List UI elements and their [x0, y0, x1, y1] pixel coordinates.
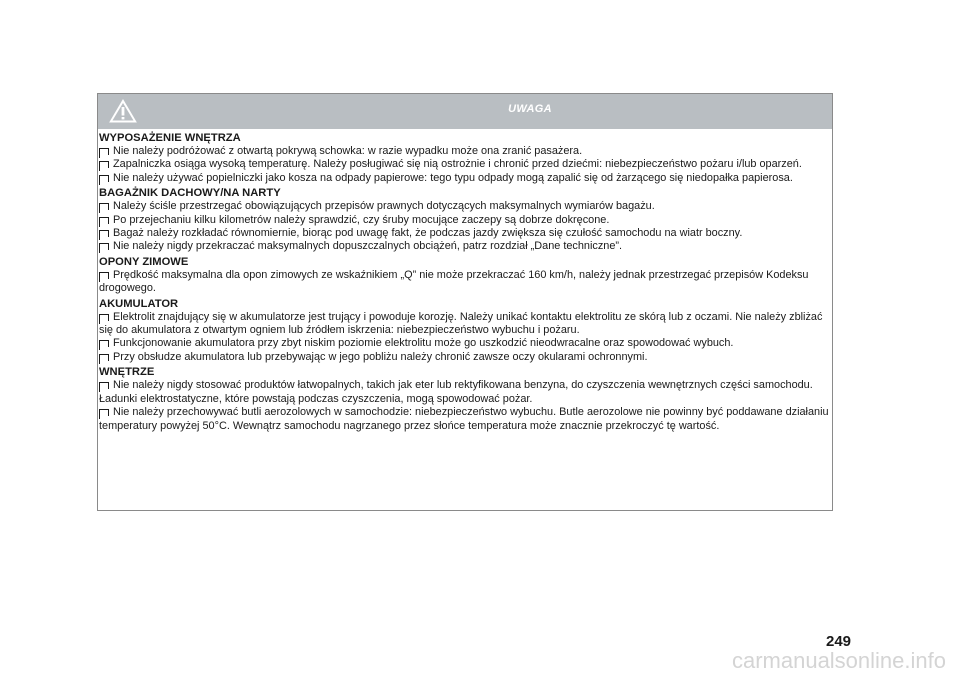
item-text: Nie należy podróżować z otwartą pokrywą schowka: w razie wypadku może ona zranić pasażera.	[113, 145, 583, 157]
item-text: Prędkość maksymalna dla opon zimowych ze wskaźnikiem „Q” nie może przekraczać 160 km/h, należy jednak przestrzegać przepisów Kodeksu drogowego.	[99, 268, 809, 295]
list-item	[99, 351, 831, 364]
list-item	[99, 214, 831, 227]
section-roof-rack	[99, 186, 831, 254]
warning-box	[97, 93, 833, 511]
bullet-icon	[99, 409, 109, 416]
warning-body	[98, 129, 832, 433]
list-item	[99, 200, 831, 213]
bullet-icon	[99, 340, 109, 347]
page-number: 249	[826, 633, 852, 650]
bullet-icon	[99, 314, 109, 321]
section-title: WYPOSAŻENIE WNĘTRZA	[99, 132, 241, 144]
list-item	[99, 337, 831, 350]
bullet-icon	[99, 354, 109, 361]
bullet-icon	[99, 161, 109, 168]
bullet-icon	[99, 217, 109, 224]
warning-title: UWAGA	[508, 103, 552, 115]
item-text: Należy ściśle przestrzegać obowiązujących przepisów prawnych dotyczących maksymalnych wymiarów bagażu.	[113, 200, 655, 213]
list-item	[99, 172, 831, 185]
list-item	[99, 379, 831, 406]
list-item	[99, 227, 831, 240]
item-text: Nie należy nigdy stosować produktów łatwopalnych, takich jak eter lub rektyfikowana benzyna, do czyszczenia wewnętrznych części samochodu. Ładunki elektrostatyczne, które powstają podczas czyszczenia, mogą spowodować pożar.	[99, 379, 813, 405]
item-text: Bagaż należy rozkładać równomiernie, biorąc pod uwagę fakt, że podczas jazdy zwiększa się czułość samochodu na wiatr boczny.	[113, 227, 743, 240]
section-title: WNĘTRZE	[99, 366, 155, 379]
item-text: Po przejechaniu kilku kilometrów należy sprawdzić, czy śruby mocujące zaczepy są dobrze dokręcone.	[113, 213, 610, 226]
bullet-icon	[99, 382, 109, 389]
item-text: Nie należy przechowywać butli aerozolowych w samochodzie: niebezpieczeństwo wybuchu. Butle aerozolowe nie powinny być poddawane działaniu temperatury powyżej 50°C. Wewnątrz samochodu nagrzanego przez słońce temperatura może znacznie przekroczyć tę wartość.	[99, 406, 829, 432]
list-item	[99, 269, 831, 296]
list-item	[99, 158, 831, 171]
bullet-icon	[99, 203, 109, 210]
section-battery	[99, 297, 831, 365]
warning-header	[98, 94, 832, 129]
section-title: BAGAŻNIK DACHOWY/NA NARTY	[99, 187, 281, 200]
item-text: Nie należy nigdy przekraczać maksymalnych dopuszczalnych obciążeń, patrz rozdział „Dane techniczne”.	[113, 240, 623, 253]
item-text: Przy obsłudze akumulatora lub przebywając w jego pobliżu należy chronić zawsze oczy okularami ochronnymi.	[113, 350, 648, 363]
section-winter-tyres	[99, 255, 831, 296]
section-title: AKUMULATOR	[99, 297, 179, 310]
list-item	[99, 240, 831, 253]
section-title: OPONY ZIMOWE	[99, 255, 189, 268]
item-text: Zapalniczka osiąga wysoką temperaturę. Należy posługiwać się nią ostrożnie i chronić przed dziećmi: niebezpieczeństwo pożaru i/lub oparzeń.	[113, 158, 802, 171]
watermark: carmanualsonline.info	[731, 648, 946, 673]
section-interior-equipment	[99, 131, 831, 185]
item-text: Elektrolit znajdujący się w akumulatorze jest trujący i powoduje korozję. Należy unikać kontaktu elektrolitu ze skórą lub z oczami. Nie należy zbliżać się do akumulatora z otwartym ogniem lub źródłem iskrzenia: niebezpieczeństwo wybuchu i pożaru.	[99, 310, 823, 337]
list-item	[99, 406, 831, 433]
bullet-icon	[99, 243, 109, 250]
bullet-icon	[99, 148, 109, 155]
bullet-icon	[99, 272, 109, 279]
bullet-icon	[99, 230, 109, 237]
list-item	[99, 311, 831, 338]
list-item	[99, 145, 831, 158]
item-text: Funkcjonowanie akumulatora przy zbyt niskim poziomie elektrolitu może go uszkodzić nieodwracalne oraz spowodować wybuch.	[113, 337, 734, 350]
section-interior	[99, 365, 831, 433]
item-text: Nie należy używać popielniczki jako kosza na odpady papierowe: tego typu odpady mogą zapalić się od żarzącego się niedopałka papierosa.	[113, 171, 793, 184]
bullet-icon	[99, 175, 109, 182]
